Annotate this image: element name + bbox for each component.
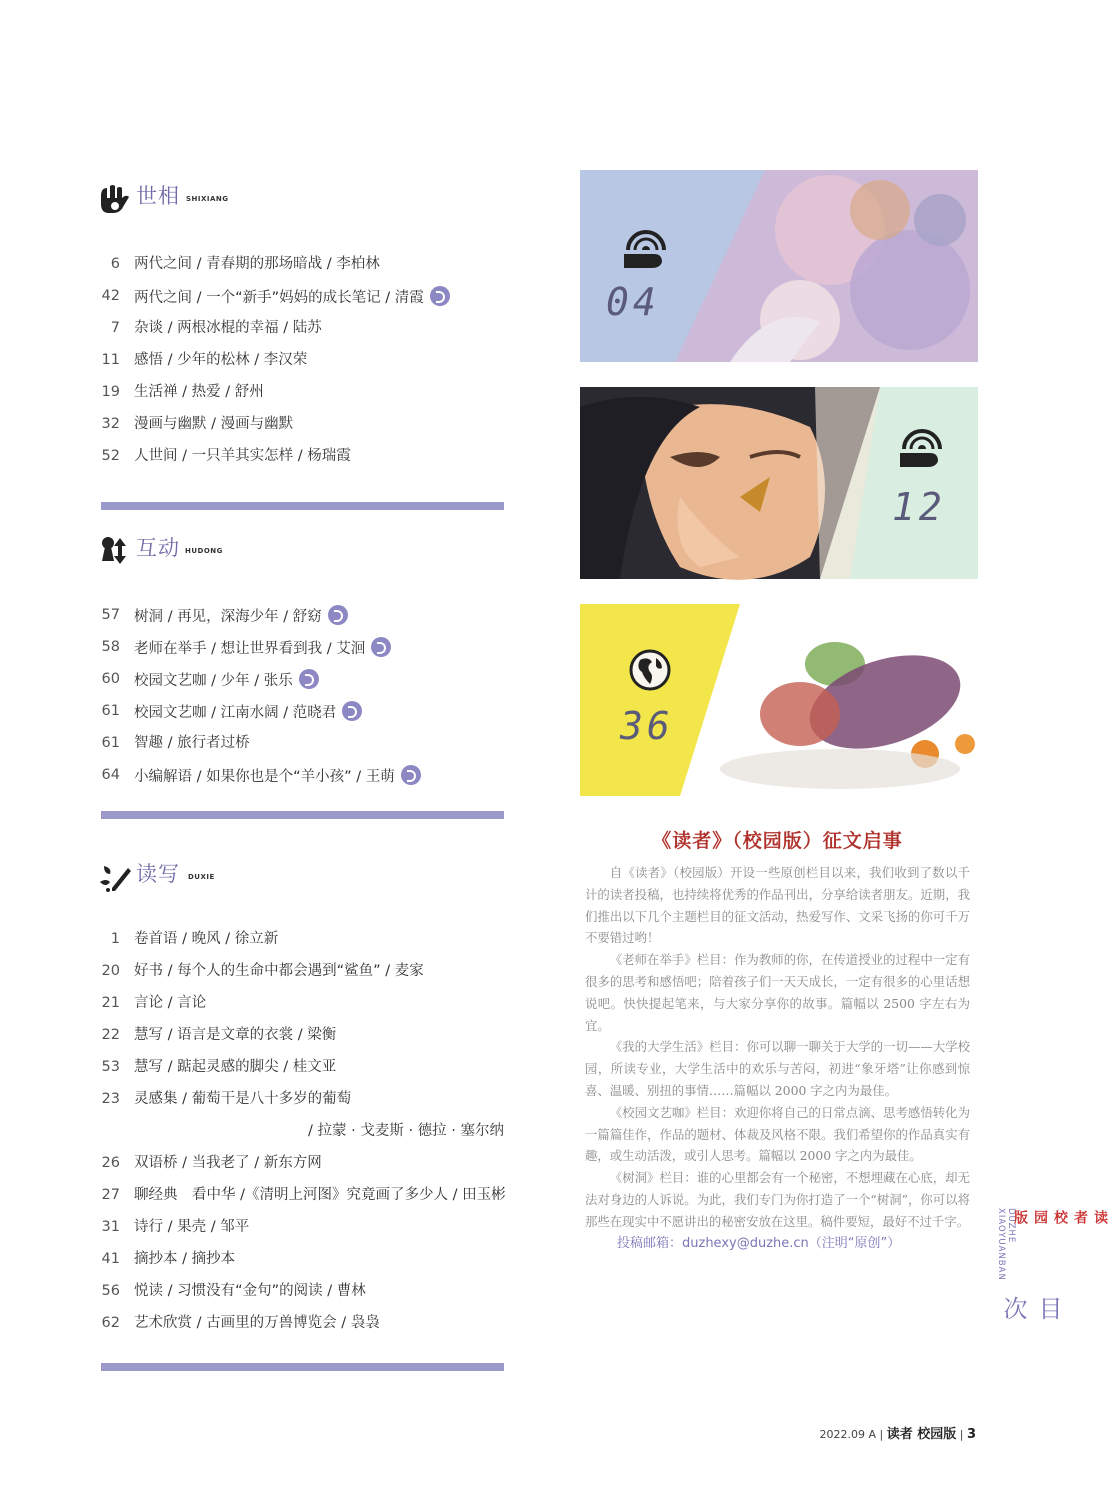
toc-item[interactable]: 31 诗行 / 果壳 / 邹平 (101, 1219, 250, 1235)
call-paragraph: 《树洞》栏目：谁的心里都会有一个秘密，不想埋藏在心底，却无法对身边的人诉说。为此，我们专门为你打造了一个“树洞”，你可以将那些在现实中不愿讲出的秘密安放在这里。稿件要短，最好不过千字。 (585, 1170, 970, 1229)
toc-item[interactable]: 61 校园文艺咖 / 江南水阔 / 范晓君 (96, 701, 506, 733)
section-header (96, 180, 506, 220)
toc-item[interactable]: 21 言论 / 言论 (101, 995, 207, 1011)
section-header (96, 858, 506, 898)
audio-icon[interactable] (371, 637, 391, 657)
toc-item[interactable]: 60 校园文艺咖 / 少年 / 张乐 (96, 669, 506, 701)
section-title: 读写 (136, 862, 180, 886)
section-duxie (96, 858, 506, 1331)
toc-item[interactable]: 56 悦读 / 习惯没有“金句”的阅读 / 曹林 (101, 1283, 366, 1299)
toc-list (96, 605, 506, 797)
audio-icon[interactable] (299, 669, 319, 689)
toc-item[interactable]: 57 树洞 / 再见，深海少年 / 舒窈 (96, 605, 506, 637)
illustration-panel-12[interactable] (580, 387, 978, 579)
page-number: 36 (620, 704, 674, 748)
toc-item[interactable]: 41 摘抄本 / 摘抄本 (101, 1251, 236, 1267)
toc-item[interactable]: 20 好书 / 每个人的生命中都会遇到“鲨鱼” / 麦家 (101, 963, 424, 979)
section-shixiang (96, 180, 506, 464)
toc-item[interactable]: 27 聊经典 看中华 /《清明上河图》究竟画了多少人 / 田玉彬 (101, 1187, 506, 1203)
footer-separator: | (879, 1428, 887, 1441)
footer-brand: 读者 校园版 (886, 1427, 957, 1442)
watercolor-illustration (580, 604, 978, 796)
toc-list (96, 254, 506, 478)
side-pinyin: DUZHE XIAOYUANBAN (996, 1208, 1016, 1281)
toc-item[interactable]: 19 生活禅 / 热爱 / 舒州 (101, 384, 264, 400)
call-paragraph: 《我的大学生活》栏目：你可以聊一聊关于大学的一切——大学校园，所读专业，大学生活中的欢乐与苦闷，初进“象牙塔”让你感到惊喜、温暖、别扭的事情……篇幅以 2000 字之内为最佳。 (585, 1039, 970, 1098)
toc-item[interactable]: 58 老师在举手 / 想让世界看到我 / 艾洄 (96, 637, 506, 669)
audio-icon[interactable] (430, 286, 450, 306)
side-logo: 读者 校园版 (1012, 1210, 1108, 1224)
section-divider (101, 811, 504, 819)
page-number: 04 (606, 280, 660, 324)
footer-separator: | (959, 1428, 967, 1441)
call-paragraph: 《校园文艺咖》栏目：欢迎你将自己的日常点滴、思考感悟转化为一篇篇佳作，作品的题材、体裁及风格不限。我们希望你的作品真实有趣，或生动活泼，或引人思考。篇幅以 2000 字之内为最佳。 (585, 1104, 970, 1164)
shixiang-emblem-icon (898, 427, 946, 471)
section-pinyin: SHIXIANG (186, 195, 229, 203)
toc-item[interactable]: 53 慧写 / 踮起灵感的脚尖 / 桂文亚 (101, 1059, 337, 1075)
toc-item[interactable]: 11 感悟 / 少年的松林 / 李汉荣 (101, 352, 308, 368)
toc-item[interactable]: 1 卷首语 / 晚风 / 徐立新 (110, 931, 279, 947)
watercolor-illustration (580, 387, 978, 579)
section-title: 世相 (136, 184, 180, 208)
toc-item[interactable]: 64 小编解语 / 如果你也是个“羊小孩” / 王萌 (96, 765, 506, 797)
toc-item[interactable]: 61 智趣 / 旅行者过桥 (101, 735, 250, 751)
illustration-panel-36[interactable] (580, 604, 978, 796)
toc-item[interactable]: 52 人世间 / 一只羊其实怎样 / 杨瑞霞 (101, 448, 351, 464)
call-title: 《读者》（校园版）征文启事 (652, 830, 903, 852)
audio-icon[interactable] (401, 765, 421, 785)
section-divider (101, 1363, 504, 1371)
illustration-panel-04[interactable] (580, 170, 978, 362)
toc-item[interactable]: 26 双语桥 / 当我老了 / 新东方网 (101, 1155, 322, 1171)
submission-email[interactable]: 投稿邮箱：duzhexy@duzhe.cn（注明“原创”） (617, 1235, 901, 1251)
toc-list (96, 929, 506, 1345)
call-paragraph: 《老师在举手》栏目：作为教师的你，在传道授业的过程中一定有很多的思考和感悟吧；陪着孩子们一天天成长，一定有很多的心里话想说吧。快快提起笔来，与大家分享你的故事。篇幅以 2500 字左右为宜。 (585, 952, 970, 1033)
globe-icon (628, 648, 672, 692)
audio-icon[interactable] (342, 701, 362, 721)
section-pinyin: DUXIE (188, 873, 215, 881)
side-label: 目次 (999, 1296, 1062, 1324)
toc-item[interactable]: 6 两代之间 / 青春期的那场暗战 / 李柏林 (110, 256, 380, 272)
section-pinyin: HUDONG (185, 547, 223, 555)
toc-item[interactable]: 42 两代之间 / 一个“新手”妈妈的成长笔记 / 清霞 (96, 286, 506, 318)
shixiang-emblem-icon (622, 228, 670, 272)
audio-icon[interactable] (328, 605, 348, 625)
toc-item[interactable]: 32 漫画与幽默 / 漫画与幽默 (101, 416, 294, 432)
toc-item[interactable]: 23 灵感集 / 葡萄干是八十多岁的葡萄 (101, 1091, 352, 1107)
page-footer (820, 1423, 977, 1442)
toc-item[interactable]: 7 杂谈 / 两根冰棍的幸福 / 陆苏 (110, 320, 322, 336)
section-divider (101, 502, 504, 510)
call-paragraph: 自《读者》（校园版）开设一些原创栏目以来，我们收到了数以千计的读者投稿，也持续将优秀的作品刊出，分享给读者朋友。近期，我们推出以下几个主题栏目的征文活动，热爱写作、文采飞扬的你可千万不要错过哟！ (585, 865, 970, 946)
toc-item-continued: / 拉蒙 · 戈麦斯 · 德拉 · 塞尔纳 (308, 1123, 504, 1139)
footer-issue: 2022.09 A (819, 1428, 877, 1441)
section-hudong (96, 532, 506, 785)
toc-item[interactable]: 22 慧写 / 语言是文章的衣裳 / 梁衡 (101, 1027, 337, 1043)
toc-item[interactable]: 62 艺术欣赏 / 古画里的万兽博览会 / 袅袅 (101, 1315, 380, 1331)
pen-icon (98, 860, 132, 894)
section-header (96, 532, 506, 572)
keyhole-icon (98, 534, 132, 568)
footer-page-number: 3 (966, 1427, 976, 1442)
hands-icon (98, 182, 132, 216)
page-number: 12 (892, 485, 946, 529)
section-title: 互动 (136, 536, 180, 560)
call-for-submissions (585, 826, 970, 1255)
